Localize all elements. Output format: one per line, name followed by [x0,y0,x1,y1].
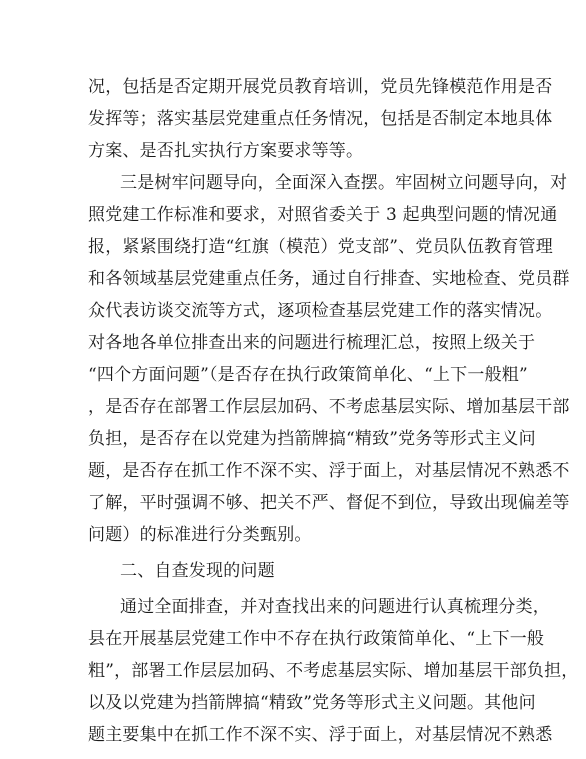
text-line: 三是树牢问题导向，全面深入查摆。牢固树立问题导向，对 [120,173,568,193]
text-line: 县在开展基层党建工作中不存在执行政策简单化、“上下一般 [88,629,545,649]
text-line: 照党建工作标准和要求，对照省委关于 3 起典型问题的情况通 [88,205,558,225]
text-line: 和各领域基层党建重点任务，通过自行排查、实地检查、党员群 [88,269,570,289]
text-line: 粗”，部署工作层层加码、不考虑基层实际、增加基层干部负担， [88,661,579,681]
section-heading: 二、自查发现的问题 [120,561,275,581]
text-line: 通过全面排查，并对查找出来的问题进行认真梳理分类， [120,597,550,617]
text-line: 了解，平时强调不够、把关不严、督促不到位，导致出现偏差等 [88,493,570,513]
text-line: 对各地各单位排查出来的问题进行梳理汇总，按照上级关于 [88,333,536,353]
text-line: 以及以党建为挡箭牌搞“精致”党务等形式主义问题。其他问 [88,693,536,713]
text-line: 发挥等；落实基层党建重点任务情况，包括是否制定本地具体 [88,109,553,129]
text-line: ，是否存在部署工作层层加码、不考虑基层实际、增加基层干部 [88,397,570,417]
text-line: 众代表访谈交流等方式，逐项检查基层党建工作的落实情况。 [88,301,553,321]
text-line: 负担，是否存在以党建为挡箭牌搞“精致”党务等形式主义问 [88,429,536,449]
text-line: 报，紧紧围绕打造“红旗（模范）党支部”、党员队伍教育管理 [88,237,553,257]
text-line: 题，是否存在抓工作不深不实、浮于面上，对基层情况不熟悉不 [88,461,570,481]
text-line: “四个方面问题”（是否存在执行政策简单化、“上下一般粗” [88,365,528,385]
text-line: 方案、是否扎实执行方案要求等等。 [88,141,364,161]
text-line: 况，包括是否定期开展党员教育培训，党员先锋模范作用是否 [88,77,553,97]
text-line: 问题）的标准进行分类甄别。 [88,525,312,545]
text-line: 题主要集中在抓工作不深不实、浮于面上，对基层情况不熟悉 [88,725,553,745]
